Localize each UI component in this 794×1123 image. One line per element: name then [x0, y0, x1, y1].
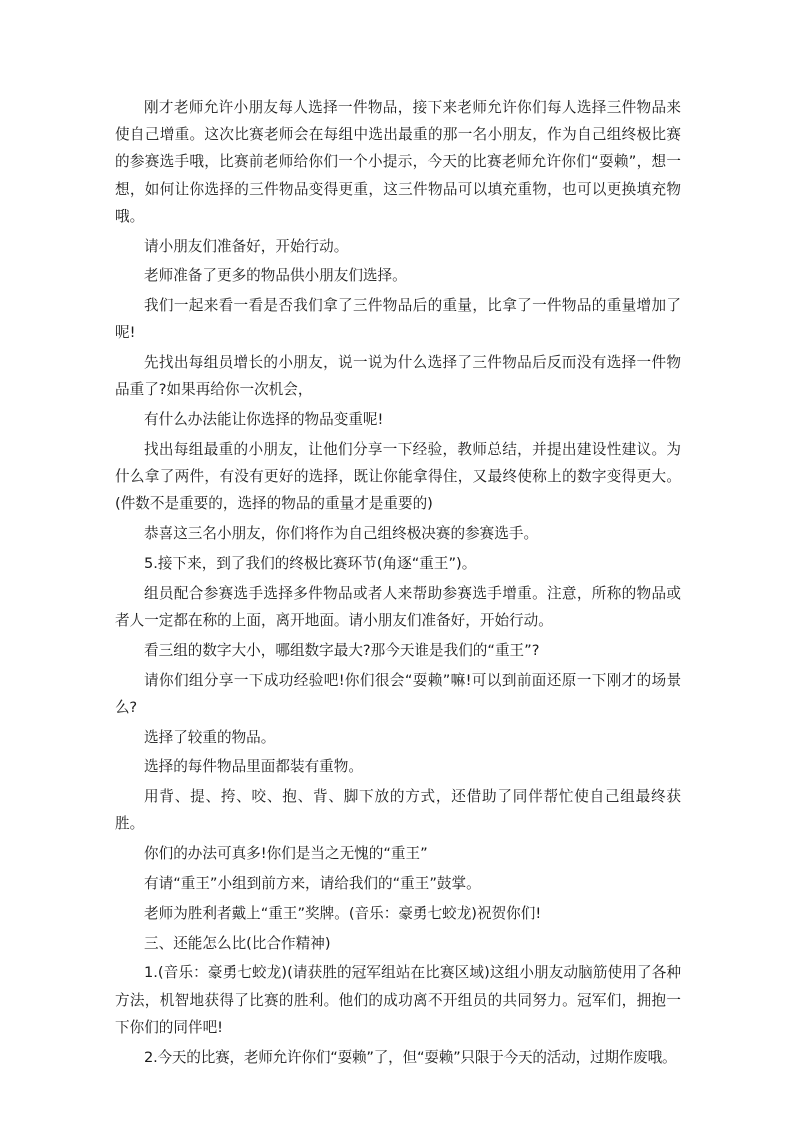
paragraph: 恭喜这三名小朋友，你们将作为自己组终极决赛的参赛选手。: [144, 525, 539, 543]
paragraph: 我们一起来看一看是否我们拿了三件物品后的重量，比拿了一件物品的重量增加了呢!: [115, 297, 681, 342]
paragraph: 2.今天的比赛，老师允许你们“耍赖”了，但“耍赖”只限于今天的活动，过期作废哦。: [144, 1048, 677, 1066]
paragraph: 刚才老师允许小朋友每人选择一件物品，接下来老师允许你们每人选择三件物品来使自己增重。这次比赛老师会在每组中选出最重的那一名小朋友，作为自己组终极比赛的参赛选手哦，比赛前老师给你们一个小提示，今天的比赛老师允许你们“耍赖”，想一想，如何让你选择的三件物品变得更重，这三件物品可以填充重物，也可以更换填充物哦。: [115, 99, 681, 225]
paragraph: 请你们组分享一下成功经验吧!你们很会“耍赖”嘛!可以到前面还原一下刚才的场景么?: [115, 671, 681, 716]
paragraph: 请小朋友们准备好，开始行动。: [144, 237, 349, 255]
paragraph: 1.(音乐：豪勇七蛟龙)(请获胜的冠军组站在比赛区域)这组小朋友动脑筋使用了各种方法，机智地获得了比赛的胜利。他们的成功离不开组员的共同努力。冠军们，拥抱一下你们的同伴吧!: [115, 964, 681, 1036]
paragraph: 先找出每组员增长的小朋友，说一说为什么选择了三件物品后反而没有选择一件物品重了?如果再给你一次机会，: [115, 354, 681, 399]
document-page: [115, 94, 681, 1073]
paragraph: 有什么办法能让你选择的物品变重呢!: [144, 411, 384, 429]
paragraph: 5.接下来，到了我们的终极比赛环节(角逐“重王”)。: [144, 555, 477, 572]
paragraph: 老师准备了更多的物品供小朋友们选择。: [144, 267, 407, 285]
section-heading: 三、还能怎么比(比合作精神): [144, 934, 331, 952]
paragraph: 有请“重王”小组到前方来，请给我们的“重王”鼓掌。: [144, 874, 481, 892]
paragraph: 用背、提、挎、咬、抱、背、脚下放的方式，还借助了同伴帮忙使自己组最终获胜。: [115, 788, 681, 833]
paragraph: 看三组的数字大小，哪组数字最大?那今天谁是我们的“重王”?: [144, 641, 540, 659]
paragraph: 老师为胜利者戴上“重王”奖牌。(音乐：豪勇七蛟龙)祝贺你们!: [144, 904, 542, 922]
paragraph: 你们的办法可真多!你们是当之无愧的“重王”: [144, 845, 428, 863]
paragraph: 选择了较重的物品。: [144, 728, 276, 746]
paragraph: 选择的每件物品里面都装有重物。: [144, 758, 363, 776]
paragraph: 找出每组最重的小朋友，让他们分享一下经验，教师总结，并提出建设性建议。为什么拿了两件，有没有更好的选择，既让你能拿得住，又最终使称上的数字变得更大。(件数不是重要的，选择的物品的重量才是重要的): [115, 441, 681, 513]
paragraph: 组员配合参赛选手选择多件物品或者人来帮助参赛选手增重。注意，所称的物品或者人一定都在称的上面，离开地面。请小朋友们准备好，开始行动。: [115, 584, 681, 629]
